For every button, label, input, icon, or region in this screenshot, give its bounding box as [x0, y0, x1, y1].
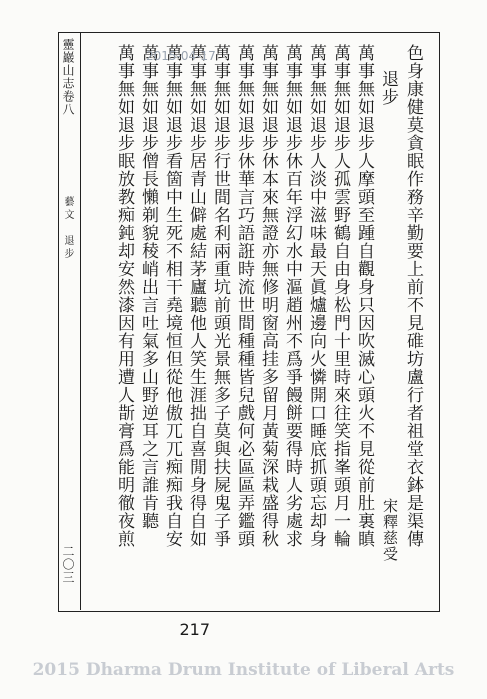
text-column-8: 萬事無如退步休華言巧語誑時流世間種種皆兒戲何必區區弄鑑頭 [234, 44, 254, 548]
margin-strip [58, 32, 81, 610]
text-column-10: 萬事無如退步居青山僻處結茅廬聽他人笑生涯拙自喜閒身得自如 [186, 44, 206, 548]
text-column-1: 色身康健莫貪眠作務辛勤要上前不見碓坊盧行者祖堂衣鉢是渠傳 [403, 44, 423, 548]
text-column-12: 萬事無如退步僧長懶剃貌稜峭出言吐氣多山野逆耳之言誰肯聽 [138, 44, 158, 530]
text-column-4: 萬事無如退步人孤雲野鶴自由身松門十里時來往笑指峯頭月一輪 [330, 44, 350, 548]
section-label: 藝文 退步 [62, 196, 73, 261]
text-column-13: 萬事無如退步眠放教痴鈍却安然漆因有用遭人斮膏爲能明徹夜煎 [114, 44, 134, 548]
author-attribution: 宋釋慈受 [381, 498, 399, 562]
text-column-7: 萬事無如退步休本來無證亦無修明窗高挂多留月黃菊深栽盛得秋 [258, 44, 278, 548]
text-column-6: 萬事無如退步休百年浮幻水中漚趙州不爲爭饅餅要得時人劣處求 [282, 44, 302, 548]
date-watermark: 2015-04-17 [146, 49, 216, 63]
page-number: 217 [179, 620, 210, 639]
text-column-3: 萬事無如退步人摩頭至踵自觀身只因吹滅心頭火不見從前肚裏瞋 [354, 44, 374, 548]
poem-title: 退步 [378, 70, 398, 106]
text-column-11: 萬事無如退步看箇中生死不相干堯境恒但從他傲兀兀痴痴我自安 [162, 44, 182, 548]
book-title: 靈巖山志卷八 [61, 38, 75, 116]
text-column-9: 萬事無如退步行世間名利兩重坑前頭光景無多子莫與扶屍鬼子爭 [210, 44, 230, 548]
text-column-5: 萬事無如退步人淡中滋味最天眞爐邊向火憐開口睡底抓頭忘却身 [306, 44, 326, 548]
copyright-watermark: 2015 Dharma Drum Institute of Liberal Arts [32, 660, 455, 680]
folio-number: 二〇三 [61, 545, 75, 584]
